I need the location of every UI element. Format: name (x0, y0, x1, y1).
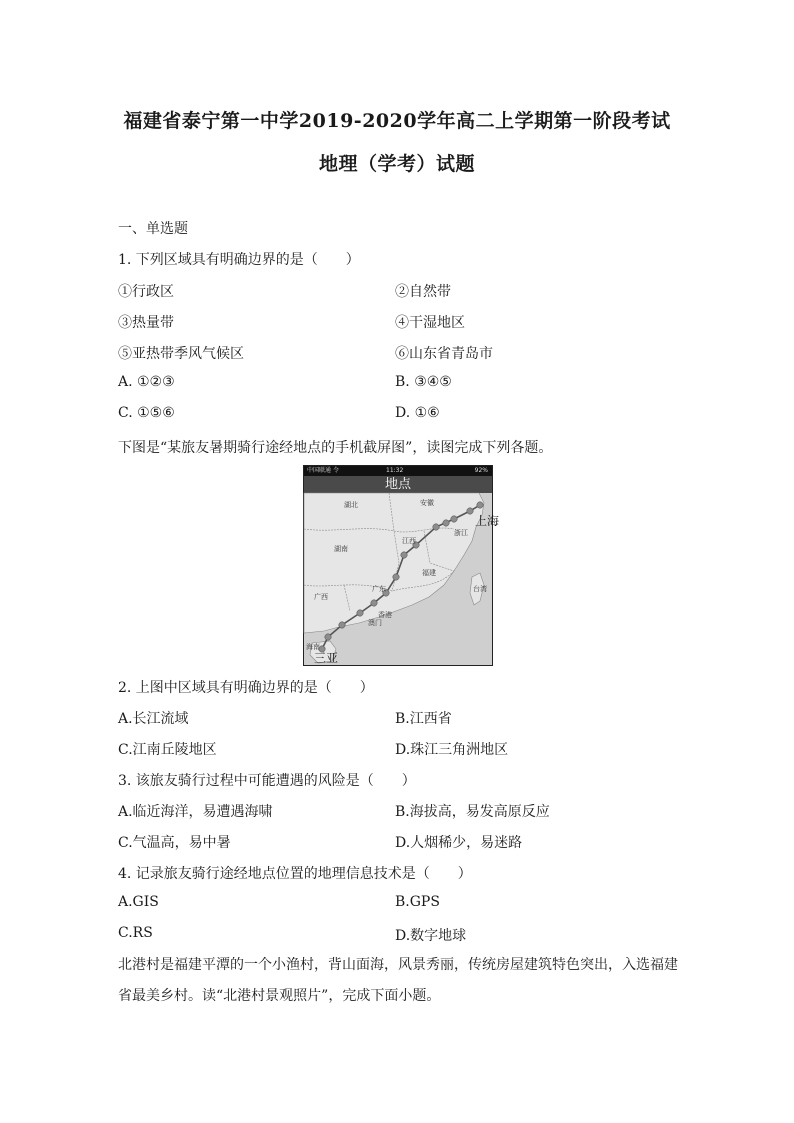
province-label: 湖北 (344, 501, 358, 509)
province-label: 海南 (306, 643, 320, 651)
province-label: 台湾 (473, 585, 487, 593)
province-label: 广东 (372, 585, 386, 593)
route-map (304, 493, 500, 665)
map-intro: 下图是“某旅友暑期骑行途经地点的手机截屏图”，读图完成下列各题。 (118, 440, 553, 456)
q4-option-b: B.GPS (395, 894, 440, 910)
q1-option-c: C. ①⑤⑥ (118, 405, 175, 421)
page-title: 福建省泰宁第一中学2019-2020学年高二上学期第一阶段考试 (123, 110, 671, 132)
province-label: 安徽 (420, 499, 434, 507)
q3-option-b: B.海拔高，易发高原反应 (395, 804, 550, 820)
province-label: 湖南 (334, 545, 348, 553)
province-label: 福建 (422, 569, 436, 577)
q3-option-c: C.气温高，易中暑 (118, 835, 231, 851)
q2-stem: 2. 上图中区域具有明确边界的是（ ） (118, 680, 374, 696)
q4-option-d: D.数字地球 (395, 928, 467, 944)
q2-option-d: D.珠江三角洲地区 (395, 742, 509, 758)
q1-item: ①行政区 (118, 284, 174, 300)
q1-item: ④干湿地区 (395, 315, 465, 331)
province-label: 浙江 (454, 529, 468, 537)
q4-option-a: A.GIS (118, 894, 159, 910)
q3-option-d: D.人烟稀少，易迷路 (395, 835, 523, 851)
q3-stem: 3. 该旅友骑行过程中可能遭遇的风险是（ ） (118, 773, 416, 789)
page-subtitle: 地理（学考）试题 (318, 153, 475, 175)
q2-option-b: B.江西省 (395, 711, 452, 727)
q3-option-a: A.临近海洋，易遭遇海啸 (118, 804, 273, 820)
q1-stem: 1. 下列区域具有明确边界的是（ ） (118, 252, 360, 268)
battery-label: 92% (474, 467, 488, 474)
province-label: 广西 (314, 593, 328, 601)
province-label: 香港 (378, 611, 392, 619)
q1-option-d: D. ①⑥ (395, 405, 440, 421)
phone-map-figure (303, 465, 500, 666)
section-heading: 一、单选题 (118, 221, 188, 237)
city-label-bottom: 三亚 (314, 651, 339, 665)
q1-option-a: A. ①②③ (118, 374, 175, 390)
q4-stem: 4. 记录旅友骑行途经地点位置的地理信息技术是（ ） (118, 866, 472, 882)
q1-item: ⑤亚热带季风气候区 (118, 346, 244, 362)
q2-option-c: C.江南丘陵地区 (118, 742, 217, 758)
city-label-top: 上海 (475, 514, 500, 528)
province-label: 江西 (402, 537, 416, 545)
carrier-label: 中国联通 令 (307, 467, 339, 474)
q1-option-b: B. ③④⑤ (395, 374, 452, 390)
province-label: 澳门 (368, 619, 382, 627)
map-header: 地点 (304, 476, 492, 493)
q1-item: ②自然带 (395, 284, 451, 300)
q4-option-c: C.RS (118, 925, 153, 941)
clock-label: 11:32 (386, 467, 404, 474)
q2-option-a: A.长江流域 (118, 711, 189, 727)
q1-item: ③热量带 (118, 315, 174, 331)
q1-item: ⑥山东省青岛市 (395, 346, 493, 362)
passage: 北港村是福建平潭的一个小渔村，背山面海，风景秀丽，传统房屋建筑特色突出，入选福建省最美乡村。读“北港村景观照片”，完成下面小题。 (118, 957, 678, 1004)
phone-status-bar (304, 466, 492, 476)
